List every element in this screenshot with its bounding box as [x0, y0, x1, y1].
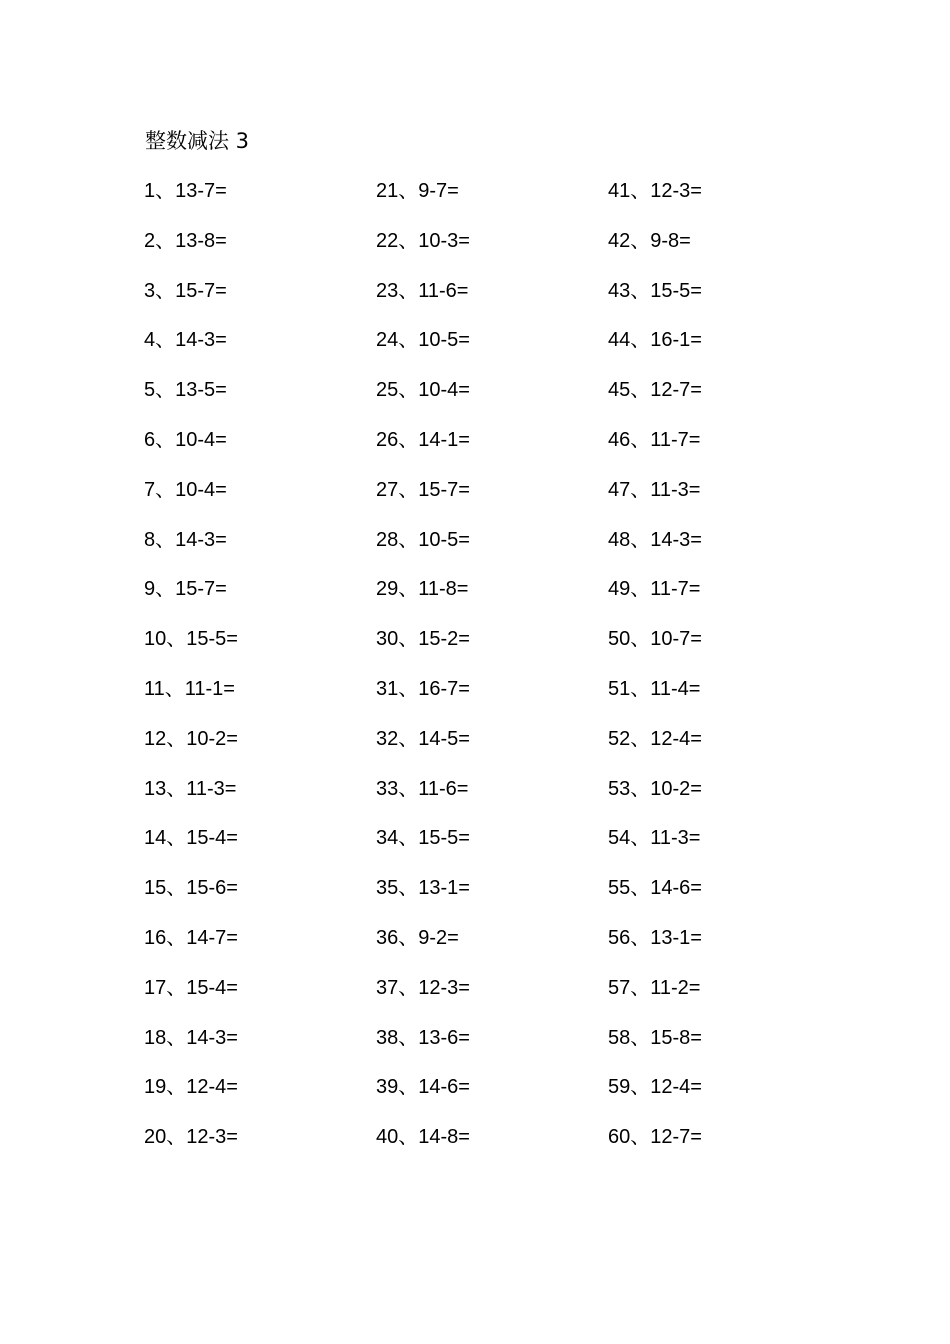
problem-item: 17、15-4=	[144, 976, 238, 999]
problem-item: 16、14-7=	[144, 926, 238, 949]
problem-column-1	[144, 177, 364, 1173]
problem-column-3	[608, 177, 828, 1173]
problem-item: 41、12-3=	[608, 180, 702, 202]
problem-item: 37、12-3=	[376, 976, 470, 999]
problem-item: 15、15-6=	[144, 877, 238, 900]
problem-item: 11、11-1=	[144, 677, 235, 700]
problem-item: 40、14-8=	[376, 1126, 470, 1149]
problem-item: 14、15-4=	[144, 827, 238, 850]
problem-item: 51、11-4=	[608, 677, 701, 700]
problem-item: 19、12-4=	[144, 1076, 238, 1099]
problem-item: 47、11-3=	[608, 478, 701, 501]
problem-item: 50、10-7=	[608, 628, 702, 651]
problem-item: 7、10-4=	[144, 478, 227, 501]
problem-item: 49、11-7=	[608, 578, 701, 601]
problem-item: 46、11-7=	[608, 428, 701, 451]
problem-item: 48、14-3=	[608, 528, 702, 551]
problem-item: 31、16-7=	[376, 677, 470, 700]
problem-item: 1、13-7=	[144, 180, 227, 202]
problem-item: 13、11-3=	[144, 777, 237, 800]
problem-item: 44、16-1=	[608, 329, 702, 352]
problem-item: 27、15-7=	[376, 478, 470, 501]
problem-item: 18、14-3=	[144, 1026, 238, 1049]
problem-item: 8、14-3=	[144, 528, 227, 551]
problem-item: 25、10-4=	[376, 379, 470, 402]
problem-item: 10、15-5=	[144, 628, 238, 651]
problem-item: 60、12-7=	[608, 1126, 702, 1149]
problem-item: 45、12-7=	[608, 379, 702, 402]
problem-item: 39、14-6=	[376, 1076, 470, 1099]
problem-item: 42、9-8=	[608, 229, 691, 252]
problem-item: 12、10-2=	[144, 727, 238, 750]
problem-item: 5、13-5=	[144, 379, 227, 402]
worksheet-title: 整数减法 3	[145, 129, 250, 153]
problem-item: 54、11-3=	[608, 827, 701, 850]
problem-item: 6、10-4=	[144, 428, 227, 451]
problem-item: 59、12-4=	[608, 1076, 702, 1099]
problem-item: 26、14-1=	[376, 428, 470, 451]
problem-item: 53、10-2=	[608, 777, 702, 800]
problem-item: 9、15-7=	[144, 578, 227, 601]
problem-item: 56、13-1=	[608, 926, 702, 949]
problem-item: 2、13-8=	[144, 229, 227, 252]
problem-item: 33、11-6=	[376, 777, 469, 800]
problem-item: 38、13-6=	[376, 1026, 470, 1049]
problem-item: 36、9-2=	[376, 926, 459, 949]
problem-item: 3、15-7=	[144, 279, 227, 302]
problem-item: 24、10-5=	[376, 329, 470, 352]
problem-item: 29、11-8=	[376, 578, 469, 601]
problem-item: 57、11-2=	[608, 976, 701, 999]
problem-item: 22、10-3=	[376, 229, 470, 252]
problem-item: 28、10-5=	[376, 528, 470, 551]
problem-item: 34、15-5=	[376, 827, 470, 850]
problem-item: 21、9-7=	[376, 180, 459, 202]
problem-item: 23、11-6=	[376, 279, 469, 302]
problem-item: 43、15-5=	[608, 279, 702, 302]
problem-item: 35、13-1=	[376, 877, 470, 900]
problem-item: 30、15-2=	[376, 628, 470, 651]
problem-column-2	[376, 177, 596, 1173]
problem-item: 4、14-3=	[144, 329, 227, 352]
problem-item: 32、14-5=	[376, 727, 470, 750]
problem-item: 55、14-6=	[608, 877, 702, 900]
problem-item: 52、12-4=	[608, 727, 702, 750]
problem-item: 58、15-8=	[608, 1026, 702, 1049]
problem-item: 20、12-3=	[144, 1126, 238, 1149]
